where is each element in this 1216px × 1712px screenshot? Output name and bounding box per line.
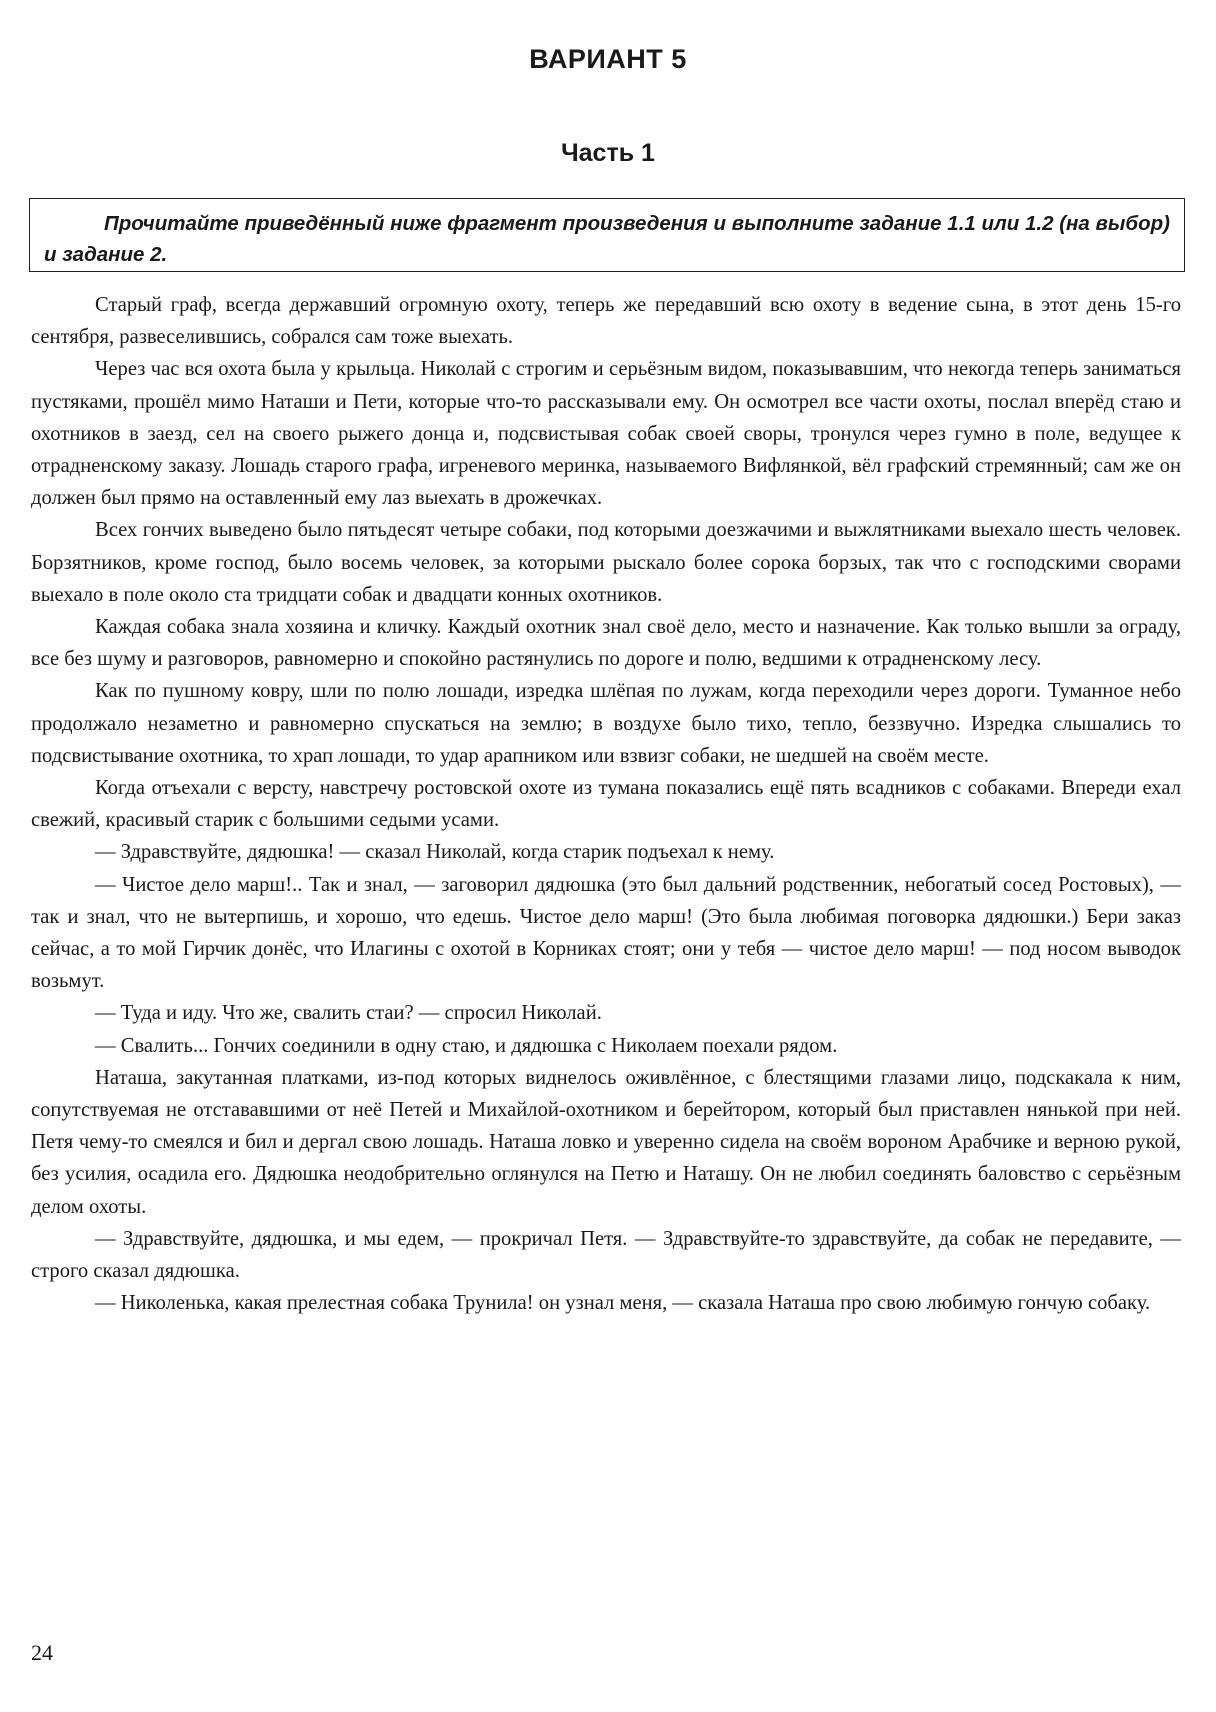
paragraph: Каждая собака знала хозяина и кличку. Каждый охотник знал своё дело, место и назначение. Как только вышли за ограду, все без шуму и разговоров, равномерно и спокойно растянулись по дороге и полю, ведшими к отрадненскому лесу. (31, 616, 1181, 671)
literary-excerpt (31, 289, 1181, 1320)
paragraph: Через час вся охота была у крыльца. Николай с строгим и серьёзным видом, показывавшим, что некогда теперь заниматься пустяками, прошёл мимо Наташи и Пети, которые что-то рассказывали ему. Он осмотрел все части охоты, послал вперёд стаю и охотников в заезд, сел на своего рыжего донца и, подсвистывая собак своей своры, тронулся через гумно в поле, ведущее к отрадненскому заказу. Лошадь старого графа, игреневого меринка, называемого Вифлянкой, вёл графский стремянный; сам же он должен был прямо на оставленный ему лаз выехать в дрожечках. (31, 358, 1181, 510)
paragraph: Когда отъехали с версту, навстречу ростовской охоте из тумана показались ещё пять всадников с собаками. Впереди ехал свежий, красивый старик с большими седыми усами. (31, 777, 1181, 832)
paragraph: — Свалить... Гончих соединили в одну стаю, и дядюшка с Николаем поехали рядом. (95, 1034, 838, 1057)
paragraph: — Чистое дело марш!.. Так и знал, — заговорил дядюшка (это был дальний родственник, небогатый сосед Ростовых), — так и знал, что не вытерпишь, и хорошо, что едешь. Чистое дело марш! (Это была любимая поговорка дядюшки.) Бери заказ сейчас, а то мой Гирчик донёс, что Илагины с охотой в Корниках стоят; они у тебя — чистое дело марш! — под носом выводок возьмут. (31, 873, 1181, 993)
instruction-text: Прочитайте приведённый ниже фрагмент произведения и выполните задание 1.1 или 1.2 (на выбор) и задание 2. (44, 212, 1170, 266)
paragraph: Старый граф, всегда державший огромную охоту, теперь же передавший всю охоту в ведение сына, в этот день 15-го сентября, развеселившись, собрался сам тоже выехать. (31, 294, 1181, 349)
paragraph: Всех гончих выведено было пятьдесят четыре собаки, под которыми доезжачими и выжлятниками выехало шесть человек. Борзятников, кроме господ, было восемь человек, за которыми рыскало более сорока борзых, так что с господскими сворами выехало в поле около ста тридцати собак и двадцати конных охотников. (31, 519, 1181, 606)
paragraph: Как по пушному ковру, шли по полю лошади, изредка шлёпая по лужам, когда переходили через дороги. Туманное небо продолжало незаметно и равномерно спускаться на землю; в воздухе было тихо, тепло, беззвучно. Изредка слышались то подсвистывание охотника, то храп лошади, то удар арапником или взвизг собаки, не шедшей на своём месте. (31, 680, 1181, 767)
paragraph: — Здравствуйте, дядюшка, и мы едем, — прокричал Петя. — Здравствуйте-то здравствуйте, да собак не передавите, — строго сказал дядюшка. (31, 1227, 1181, 1283)
part-title: Часть 1 (561, 139, 655, 167)
paragraph: Наташа, закутанная платками, из-под которых виднелось оживлённое, с блестящими глазами лицо, подскакала к ним, сопутствуемая не отстававшими от неё Петей и Михайлой-охотником и берейтором, который был приставлен нянькой при ней. Петя чему-то смеялся и бил и дергал свою лошадь. Наташа ловко и уверенно сидела на своём вороном Арабчике и верною рукой, без усилия, осадила его. Дядюшка неодобрительно оглянулся на Петю и Наташу. Он не любил соединять баловство с серьёзным делом охоты. (31, 1066, 1181, 1218)
paragraph: — Туда и иду. Что же, свалить стаи? — спросил Николай. (95, 1002, 602, 1025)
page-number: 24 (31, 1640, 53, 1665)
variant-title: ВАРИАНТ 5 (529, 44, 687, 74)
paragraph: — Здравствуйте, дядюшка! — сказал Николай, когда старик подъехал к нему. (95, 841, 775, 864)
instruction-box (29, 198, 1185, 272)
paragraph: — Николенька, какая прелестная собака Трунила! он узнал меня, — сказала Наташа про свою любимую гончую собаку. (95, 1292, 1151, 1315)
